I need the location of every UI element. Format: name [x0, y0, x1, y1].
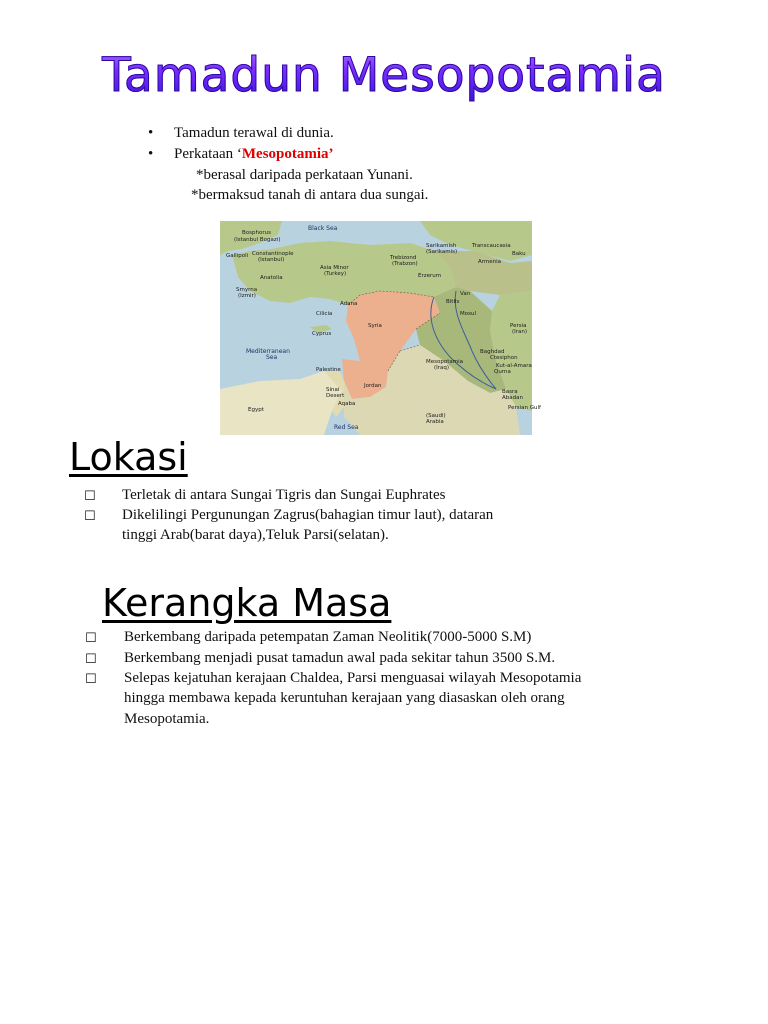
map-label-istanbul-bogazi: (Istanbul Bogazi) — [234, 237, 281, 243]
kerangka-item-3: ☐ Selepas kejatuhan kerajaan Chaldea, Parsi menguasai wilayah Mesopotamia — [124, 668, 581, 689]
kerangka-item-2: ☐ Berkembang menjadi pusat tamadun awal pada sekitar tahun 3500 S.M. — [124, 648, 555, 669]
map-label-persian-gulf: Persian Gulf — [508, 405, 541, 411]
map-label-izmir: (Izmir) — [238, 293, 256, 299]
map-label-trebizond: Trebizond — [390, 255, 417, 261]
map-label-istanbul: (Istanbul) — [258, 257, 285, 263]
intro-sub-1: *berasal daripada perkataan Yunani. — [196, 167, 413, 183]
map-label-iraq: (Iraq) — [434, 365, 450, 371]
lokasi-item-2: ☐ Dikelilingi Pergunungan Zagrus(bahagian timur laut), dataran — [122, 505, 493, 526]
map-label-sarikamis: (Sarikamis) — [426, 249, 458, 255]
map-label-mesopotamia: Mesopotamia — [426, 359, 463, 365]
map-label-desert: Desert — [326, 393, 345, 399]
kerangka-heading: Kerangka Masa — [102, 581, 392, 625]
highlight-mesopotamia: Mesopotamia’ — [241, 146, 334, 162]
bullet-icon: • — [148, 146, 154, 162]
map-label-sarikamish: Sarikamish — [426, 243, 457, 249]
bullet-icon: • — [148, 125, 154, 141]
map-label-cilicia: Cilicia — [316, 311, 333, 317]
page-title: Tamadun Mesopotamia — [0, 48, 768, 103]
map-label-armenia: Armenia — [478, 259, 502, 265]
intro-sub-2: *bermaksud tanah di antara dua sungai. — [191, 187, 429, 203]
map-label-asia-minor: Asia Minor — [320, 265, 349, 271]
intro-item-1: • Tamadun terawal di dunia. — [148, 125, 334, 141]
map-label-trabzon: (Trabzon) — [392, 261, 418, 267]
checkbox-icon: ☐ — [84, 489, 96, 504]
map-label-jordan: Jordan — [364, 383, 382, 389]
map-label-gallipoli: Gallipoli — [226, 253, 249, 259]
map-label-iran: (Iran) — [512, 329, 528, 335]
map-label-turkey: (Turkey) — [324, 271, 347, 277]
intro-item-2: • Perkataan ‘Mesopotamia’ — [148, 146, 334, 162]
map-label-bitlis: Bitlis — [446, 299, 460, 305]
mesopotamia-map — [220, 221, 541, 435]
map-label-persia: Persia — [510, 323, 527, 329]
map-label-mediterranean: Mediterranean — [246, 348, 290, 355]
map-label-adana: Adana — [340, 301, 358, 307]
map-label-arabia: Arabia — [426, 419, 444, 425]
checkbox-icon: ☐ — [84, 509, 96, 524]
map-label-sinai: Sinai — [326, 387, 340, 393]
map-label-basra: Basra — [502, 389, 518, 395]
map-label-palestine: Palestine — [316, 367, 341, 373]
map-label-van: Van — [460, 291, 471, 297]
checkbox-icon: ☐ — [85, 631, 97, 646]
map-label-erzerum: Erzerum — [418, 273, 442, 279]
lokasi-item-2-cont: tinggi Arab(barat daya),Teluk Parsi(selatan). — [122, 527, 389, 543]
map-label-syria: Syria — [368, 323, 382, 329]
checkbox-icon: ☐ — [85, 672, 97, 687]
map-label-black-sea: Black Sea — [308, 225, 338, 232]
map-label-abadan: Abadan — [502, 395, 523, 401]
map-label-saudi: (Saudi) — [426, 413, 446, 419]
map-label-qurna: Qurna — [494, 369, 511, 375]
map-label-egypt: Egypt — [248, 407, 264, 413]
map-label-baghdad: Baghdad — [480, 349, 505, 355]
kerangka-item-3-cont-2: Mesopotamia. — [124, 711, 210, 727]
map-label-smyrna: Smyrna — [236, 287, 258, 293]
map-label-cyprus: Cyprus — [312, 331, 332, 337]
map-label-red-sea: Red Sea — [334, 424, 359, 431]
map-label-ctesiphon: Ctesiphon — [490, 355, 518, 361]
map-label-sea: Sea — [266, 354, 278, 361]
kerangka-item-3-cont-1: hingga membawa kepada keruntuhan kerajaan yang diasaskan oleh orang — [124, 690, 565, 706]
checkbox-icon: ☐ — [85, 652, 97, 667]
map-label-kut-al-amara: Kut-al-Amara — [496, 363, 532, 369]
map-label-anatolia: Anatolia — [260, 275, 283, 281]
map-label-aqaba: Aqaba — [338, 401, 356, 407]
lokasi-heading: Lokasi — [69, 435, 188, 479]
kerangka-item-1: ☐ Berkembang daripada petempatan Zaman Neolitik(7000-5000 S.M) — [124, 627, 531, 648]
map-label-transcaucasia: Transcaucasia — [472, 243, 511, 249]
map-label-baku: Baku — [512, 251, 526, 257]
lokasi-item-1: ☐ Terletak di antara Sungai Tigris dan Sungai Euphrates — [122, 485, 445, 506]
map-label-bosphorus: Bosphorus — [242, 230, 271, 236]
map-label-constantinople: Constantinople — [252, 251, 294, 257]
map-label-mosul: Mosul — [460, 311, 476, 317]
